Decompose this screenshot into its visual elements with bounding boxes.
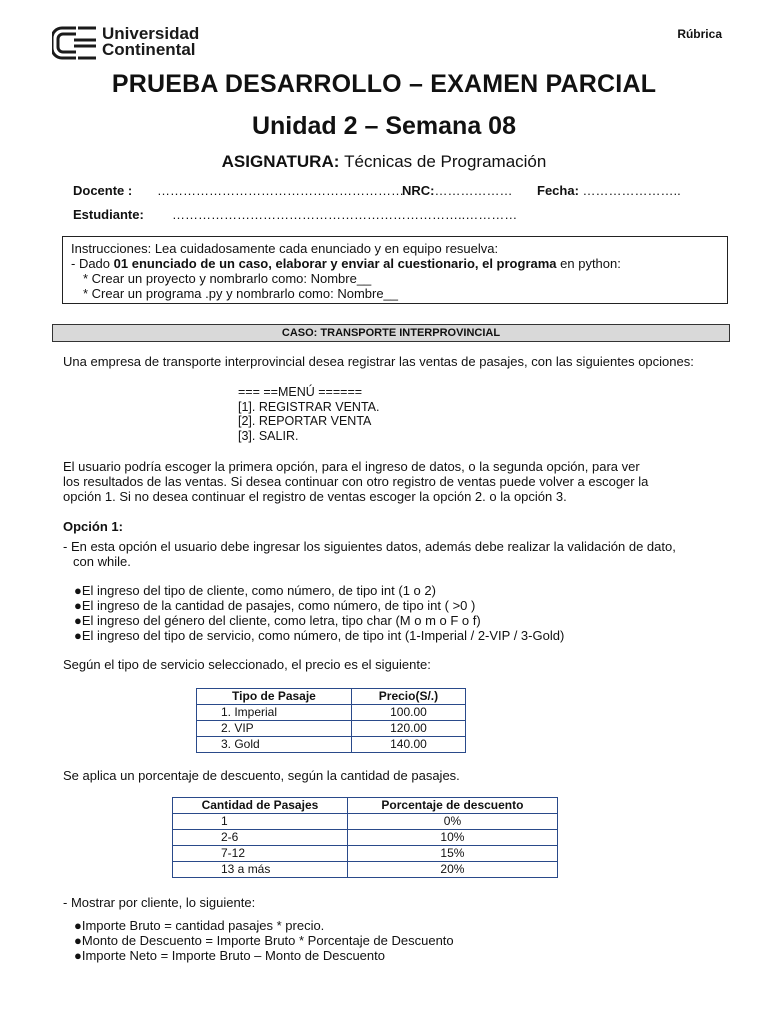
- estudiante-row: [73, 207, 144, 222]
- table-header-row: [197, 689, 466, 705]
- fecha-dots: …………………..: [582, 183, 681, 198]
- bullet-item: ●El ingreso de la cantidad de pasajes, como número, de tipo int ( >0 ): [74, 598, 476, 613]
- table-header: Porcentaje de descuento: [347, 798, 557, 814]
- main-title: PRUEBA DESARROLLO – EXAMEN PARCIAL: [111, 70, 657, 98]
- university-logo-icon: [52, 26, 100, 60]
- price-table: [196, 688, 466, 753]
- subject-label: ASIGNATURA:: [221, 152, 340, 171]
- table-cell: 2. VIP: [197, 721, 352, 737]
- logo-line-2: Continental: [102, 40, 196, 59]
- bullet-item: ●Monto de Descuento = Importe Bruto * Porcentaje de Descuento: [74, 933, 454, 948]
- docente-row: [73, 183, 132, 198]
- usage-line: opción 1. Si no desea continuar el registro de ventas escoger la opción 2. o la opción 3.: [63, 489, 567, 504]
- table-cell: 2-6: [173, 830, 348, 846]
- intro-paragraph: Una empresa de transporte interprovincial desea registrar las ventas de pasajes, con las siguientes opciones:: [63, 354, 694, 369]
- menu-item: [3]. SALIR.: [238, 428, 299, 443]
- table-cell: 10%: [347, 830, 557, 846]
- option-1-desc-line: - En esta opción el usuario debe ingresar los siguientes datos, además debe realizar la validación de dato,: [63, 539, 676, 554]
- option-1-bullets: [74, 583, 564, 643]
- instructions-line-1: Instrucciones: Lea cuidadosamente cada enunciado y en equipo resuelva:: [71, 241, 499, 256]
- usage-paragraph: [63, 459, 723, 504]
- menu-header: === ==MENÚ ======: [238, 385, 363, 399]
- instructions-line-2: - Dado 01 enunciado de un caso, elaborar y enviar al cuestionario, el programa en python:: [71, 256, 621, 271]
- table-cell: 100.00: [351, 705, 465, 721]
- logo-line-1: Universidad: [102, 24, 200, 43]
- table-cell: 0%: [347, 814, 557, 830]
- table-cell: 120.00: [351, 721, 465, 737]
- menu-block: [238, 385, 379, 443]
- bullet-item: ●El ingreso del género del cliente, como letra, tipo char (M o m o F o f): [74, 613, 481, 628]
- usage-line: El usuario podría escoger la primera opción, para el ingreso de datos, o la segunda opción, para ver: [63, 459, 640, 474]
- docente-dots: …………………………………………………: [157, 183, 404, 198]
- table-row: [197, 737, 466, 753]
- table-row: [173, 830, 558, 846]
- nrc-field: [402, 183, 513, 198]
- table-cell: 1: [173, 814, 348, 830]
- bullet-item: ●Importe Bruto = cantidad pasajes * precio.: [74, 918, 325, 933]
- fecha-label: Fecha:: [537, 183, 579, 198]
- nrc-dots: ………………: [434, 183, 513, 198]
- instructions-line-4: * Crear un programa .py y nombrarlo como: Nombre__: [83, 286, 399, 301]
- show-title: - Mostrar por cliente, lo siguiente:: [63, 895, 256, 910]
- estudiante-dots: …………………………………………………………..…………: [172, 207, 518, 222]
- subject-value: Técnicas de Programación: [344, 152, 547, 171]
- table-cell: 7-12: [173, 846, 348, 862]
- table-row: [197, 705, 466, 721]
- option-1-description: [63, 539, 723, 569]
- usage-line: los resultados de las ventas. Si desea continuar con otro registro de ventas puede volver a escoger la: [63, 474, 649, 489]
- docente-label: Docente :: [73, 183, 133, 198]
- table-cell: 15%: [347, 846, 557, 862]
- estudiante-label: Estudiante:: [73, 207, 144, 222]
- table-row: [173, 814, 558, 830]
- table-header: Cantidad de Pasajes: [173, 798, 348, 814]
- menu-item: [2]. REPORTAR VENTA: [238, 414, 372, 428]
- instructions-line-3: * Crear un proyecto y nombrarlo como: Nombre__: [83, 271, 372, 286]
- bullet-item: ●El ingreso del tipo de cliente, como número, de tipo int (1 o 2): [74, 583, 436, 598]
- option-1-title: Opción 1:: [63, 519, 123, 534]
- table-cell: 1. Imperial: [197, 705, 352, 721]
- table-row: [197, 721, 466, 737]
- table-row: [173, 862, 558, 878]
- table-cell: 20%: [347, 862, 557, 878]
- table-header: Precio(S/.): [351, 689, 465, 705]
- table-header: Tipo de Pasaje: [197, 689, 352, 705]
- discount-intro: Se aplica un porcentaje de descuento, según la cantidad de pasajes.: [63, 768, 460, 783]
- menu-item: [1]. REGISTRAR VENTA.: [238, 399, 380, 414]
- instructions-box: [62, 236, 728, 304]
- university-name: [102, 26, 199, 58]
- bullet-item: ●El ingreso del tipo de servicio, como número, de tipo int (1-Imperial / 2-VIP / 3-Gold): [74, 628, 565, 643]
- option-1-desc-line: con while.: [73, 554, 131, 569]
- case-title-bar: CASO: TRANSPORTE INTERPROVINCIAL: [52, 324, 730, 342]
- discount-table: [172, 797, 558, 878]
- show-bullets: [74, 918, 454, 963]
- table-cell: 3. Gold: [197, 737, 352, 753]
- bullet-item: ●Importe Neto = Importe Bruto – Monto de Descuento: [74, 948, 385, 963]
- price-intro: Según el tipo de servicio seleccionado, el precio es el siguiente:: [63, 657, 431, 672]
- table-row: [173, 846, 558, 862]
- fecha-field: [537, 183, 681, 198]
- nrc-label: NRC:: [402, 183, 435, 198]
- table-header-row: [173, 798, 558, 814]
- rubrica-label: Rúbrica: [677, 27, 722, 41]
- unit-title: Unidad 2 – Semana 08: [251, 112, 516, 140]
- table-cell: 13 a más: [173, 862, 348, 878]
- table-cell: 140.00: [351, 737, 465, 753]
- subject-line: [0, 152, 768, 172]
